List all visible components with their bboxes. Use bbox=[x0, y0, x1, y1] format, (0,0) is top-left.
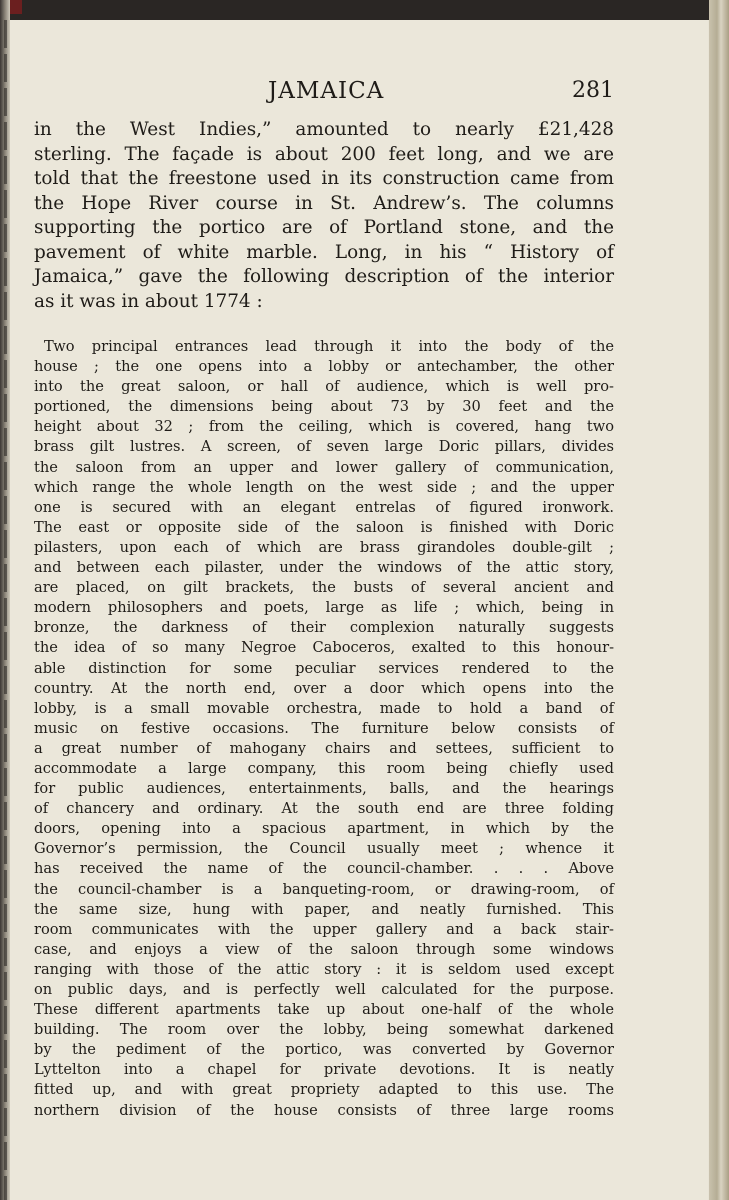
page-header bbox=[34, 76, 614, 110]
quote-line: northern division of the house consists of three large rooms bbox=[34, 1101, 614, 1119]
quote-line: height about 32 ; from the ceiling, which is covered, hang two bbox=[34, 418, 614, 436]
quote-line: case, and enjoys a view of the saloon through some windows bbox=[34, 940, 614, 958]
body-line: the Hope River course in St. Andrew’s. The columns bbox=[34, 192, 614, 214]
book-page bbox=[10, 20, 708, 1200]
body-line: supporting the portico are of Portland stone, and the bbox=[34, 217, 614, 238]
quote-line: modern philosophers and poets, large as life ; which, being in bbox=[34, 599, 614, 617]
quote-line: music on festive occasions. The furniture below consists of bbox=[34, 719, 614, 737]
quote-line: house ; the one opens into a lobby or antechamber, the other bbox=[34, 358, 614, 376]
quote-line: the council-chamber is a banqueting-room, or drawing-room, of bbox=[34, 880, 614, 898]
quote-line: doors, opening into a spacious apartment, in which by the bbox=[34, 820, 614, 838]
quote-line: country. At the north end, over a door which opens into the bbox=[34, 679, 614, 697]
quote-line: into the great saloon, or hall of audience, which is well pro- bbox=[34, 378, 614, 396]
body-line: told that the freestone used in its construction came from bbox=[34, 168, 614, 189]
quote-line: by the pediment of the portico, was converted by Governor bbox=[34, 1041, 614, 1059]
quote-line: a great number of mahogany chairs and settees, sufficient to bbox=[34, 739, 614, 757]
quote-line: one is secured with an elegant entrelas of figured ironwork. bbox=[34, 498, 614, 516]
quote-line: bronze, the darkness of their complexion naturally suggests bbox=[34, 619, 614, 637]
quote-line: the saloon from an upper and lower gallery of communication, bbox=[34, 458, 614, 476]
quote-line: the idea of so many Negroe Caboceros, exalted to this honour- bbox=[34, 639, 614, 657]
quote-line: which range the whole length on the west side ; and the upper bbox=[34, 478, 614, 496]
quote-line: Lyttelton into a chapel for private devotions. It is neatly bbox=[34, 1061, 614, 1079]
quote-line: of chancery and ordinary. At the south end are three folding bbox=[34, 800, 614, 818]
quote-line: for public audiences, entertainments, balls, and the hearings bbox=[34, 780, 614, 798]
quote-line: the same size, hung with paper, and neatly furnished. This bbox=[34, 900, 614, 918]
quote-line: portioned, the dimensions being about 73 by 30 feet and the bbox=[34, 398, 614, 416]
body-line: sterling. The façade is about 200 feet long, and we are bbox=[34, 143, 614, 165]
quote-line: on public days, and is perfectly well calculated for the purpose. bbox=[34, 981, 614, 998]
quote-line: room communicates with the upper gallery and a back stair- bbox=[34, 920, 614, 938]
running-head: JAMAICA bbox=[268, 78, 385, 104]
page-number: 281 bbox=[572, 78, 614, 103]
scan-top-border bbox=[0, 0, 729, 20]
body-line: in the West Indies,” amounted to nearly £21,428 bbox=[34, 119, 614, 140]
quote-line: pilasters, upon each of which are brass girandoles double-gilt ; bbox=[34, 538, 614, 556]
body-line: as it was in about 1774 : bbox=[34, 290, 263, 312]
page-edge-shadow bbox=[4, 20, 7, 1200]
quoted-passage bbox=[34, 337, 614, 1121]
body-line: pavement of white marble. Long, in his “ History of bbox=[34, 241, 614, 263]
bookmark-ribbon bbox=[10, 0, 22, 14]
page-stack-edge bbox=[709, 0, 729, 1200]
quote-line: accommodate a large company, this room being chiefly used bbox=[34, 759, 614, 777]
quote-line: ranging with those of the attic story : it is seldom used except bbox=[34, 960, 614, 978]
body-paragraph bbox=[34, 118, 614, 314]
quote-line: has received the name of the council-chamber. . . . Above bbox=[34, 860, 614, 878]
quote-line: building. The room over the lobby, being somewhat darkened bbox=[34, 1021, 614, 1039]
quote-line: fitted up, and with great propriety adapted to this use. The bbox=[34, 1081, 614, 1099]
quote-line: Two principal entrances lead through it into the body of the bbox=[44, 338, 614, 355]
quote-line: These different apartments take up about one-half of the whole bbox=[34, 1001, 614, 1019]
quote-line: brass gilt lustres. A screen, of seven large Doric pillars, divides bbox=[34, 438, 614, 456]
quote-line: lobby, is a small movable orchestra, made to hold a band of bbox=[34, 699, 614, 717]
quote-line: and between each pilaster, under the windows of the attic story, bbox=[34, 559, 614, 577]
quote-line: are placed, on gilt brackets, the busts of several ancient and bbox=[34, 579, 614, 597]
quote-line: The east or opposite side of the saloon is finished with Doric bbox=[34, 518, 614, 536]
quote-line: able distinction for some peculiar services rendered to the bbox=[34, 659, 614, 677]
quote-line: Governor’s permission, the Council usually meet ; whence it bbox=[34, 840, 614, 858]
body-line: Jamaica,” gave the following description of the interior bbox=[34, 266, 614, 287]
